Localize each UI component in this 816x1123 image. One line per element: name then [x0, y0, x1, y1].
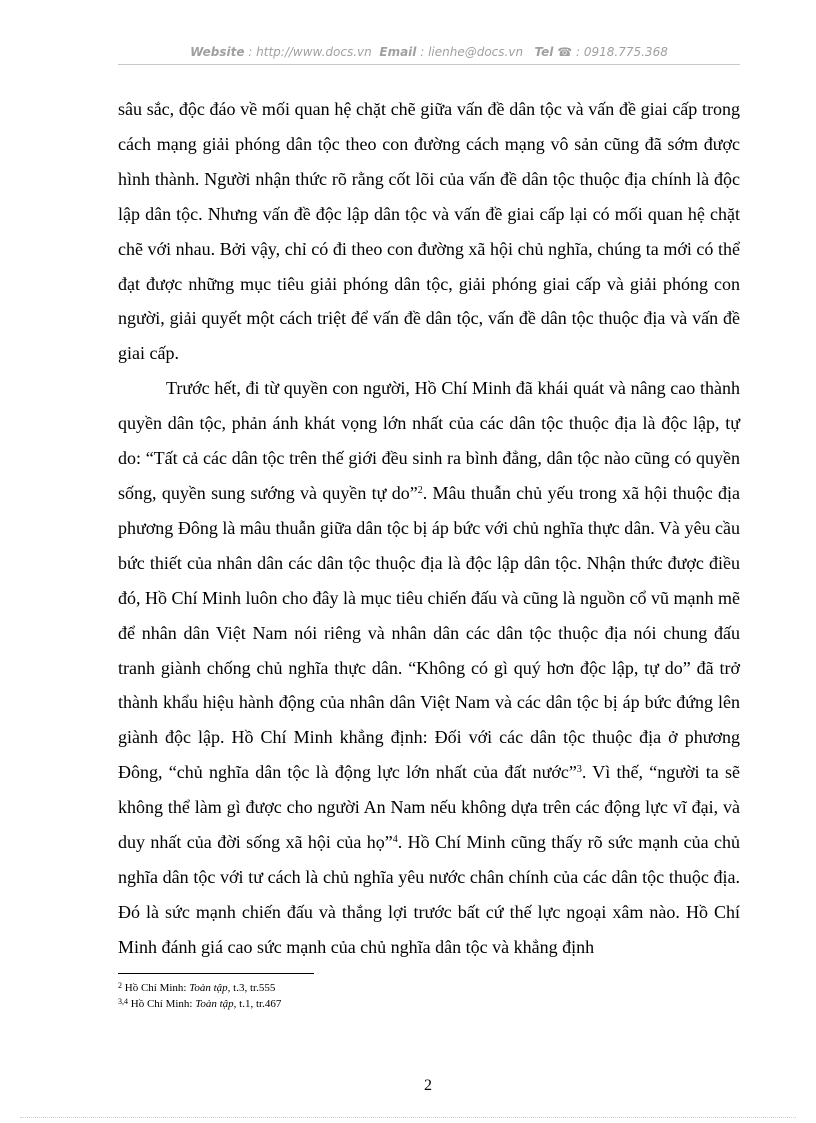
document-body: [118, 92, 740, 965]
footnotes: [118, 980, 740, 1012]
footnote-number: 3,4: [118, 997, 128, 1006]
footnote-ref[interactable]: 2: [417, 484, 423, 496]
email-label: Email: [379, 45, 417, 59]
paragraph-1: sâu sắc, độc đáo về mối quan hệ chặt chẽ giữa vấn đề dân tộc và vấn đề giai cấp trong cách mạng giải phóng dân tộc theo con đường cách mạng vô sản cũng đã sớm được hình thành. Người nhận thức rõ rằng cốt lõi của vấn đề dân tộc thuộc địa chính là độc lập dân tộc. Nhưng vấn đề độc lập dân tộc và vấn đề giai cấp lại có mối quan hệ chặt chẽ với nhau. Bởi vậy, chỉ có đi theo con đường xã hội chủ nghĩa, chúng ta mới có thể đạt được những mục tiêu giải phóng dân tộc, giải phóng giai cấp và giải phóng con người, giải quyết một cách triệt để vấn đề dân tộc, vấn đề dân tộc thuộc địa và vấn đề giai cấp.: [118, 99, 740, 364]
footnote-number: 2: [118, 981, 122, 990]
footnote-ref[interactable]: 4: [392, 834, 398, 846]
paragraph-2: [118, 371, 740, 964]
footnote-location: , t.1, tr.467: [233, 998, 282, 1010]
paragraph-2-segment: . Hồ Chí Minh cũng thấy rõ sức mạnh của chủ nghĩa dân tộc với tư cách là chủ nghĩa yêu nước chân chính của các dân tộc thuộc địa. Đó là sức mạnh chiến đấu và thắng lợi trước bất cứ thế lực ngoại xâm nào. Hồ Chí Minh đánh giá cao sức mạnh của chủ nghĩa dân tộc và khẳng định: [118, 832, 740, 957]
tel-value: : 0918.775.368: [572, 45, 668, 59]
page-bottom-edge: [20, 1117, 796, 1118]
email-link[interactable]: lienhe@docs.vn: [428, 45, 524, 59]
footnote-author: Hồ Chí Minh:: [128, 998, 196, 1010]
paragraph-2-segment: . Mâu thuẫn chủ yếu trong xã hội thuộc địa phương Đông là mâu thuẫn giữa dân tộc bị áp bức với chủ nghĩa thực dân. Và yêu cầu bức thiết của nhân dân các dân tộc thuộc địa là độc lập dân tộc. Nhận thức được điều đó, Hồ Chí Minh luôn cho đây là mục tiêu chiến đấu và cũng là nguồn cổ vũ mạnh mẽ để nhân dân Việt Nam nói riêng và nhân dân các dân tộc thuộc địa nói chung đấu tranh giành chống chủ nghĩa thực dân. “Không có gì quý hơn độc lập, tự do” đã trở thành khẩu hiệu hành động của nhân dân Việt Nam và các dân tộc bị áp bức đứng lên giành độc lập. Hồ Chí Minh khẳng định: Đối với các dân tộc thuộc địa ở phương Đông, “chủ nghĩa dân tộc là động lực lớn nhất của đất nước”: [118, 482, 740, 783]
tel-label: Tel: [534, 45, 554, 59]
footnote-item: [118, 996, 740, 1012]
footnote-work: Toàn tập: [189, 982, 228, 994]
website-label: Website: [190, 45, 245, 59]
paragraph-2-segment: Trước hết, đi từ quyền con người, Hồ Chí Minh đã khái quát và nâng cao thành quyền dân tộc, phản ánh khát vọng lớn nhất của các dân tộc thuộc địa là độc lập, tự do: “Tất cả các dân tộc trên thế giới đều sinh ra bình đẳng, dân tộc nào cũng có quyền sống, quyền sung sướng và quyền tự do”: [118, 378, 740, 503]
website-link[interactable]: http://www.docs.vn: [256, 45, 372, 59]
footnote-item: [118, 980, 740, 996]
email-separator: :: [416, 45, 429, 59]
page-number: 2: [424, 1077, 432, 1094]
footnote-work: Toàn tập: [195, 998, 234, 1010]
footnote-author: Hồ Chí Minh:: [122, 982, 190, 994]
website-separator: :: [244, 45, 257, 59]
paragraph-2-segment: . Vì thế, “người ta sẽ không thể làm gì được cho người An Nam nếu không dựa trên các động lực vĩ đại, và duy nhất của đời sống xã hội của họ”: [118, 762, 740, 853]
footnote-ref[interactable]: 3: [576, 764, 582, 776]
footnote-location: , t.3, tr.555: [227, 982, 276, 994]
page-header: [118, 45, 740, 59]
footnote-divider: [118, 973, 314, 974]
header-divider: [118, 64, 740, 65]
phone-icon: ☎: [557, 45, 573, 59]
